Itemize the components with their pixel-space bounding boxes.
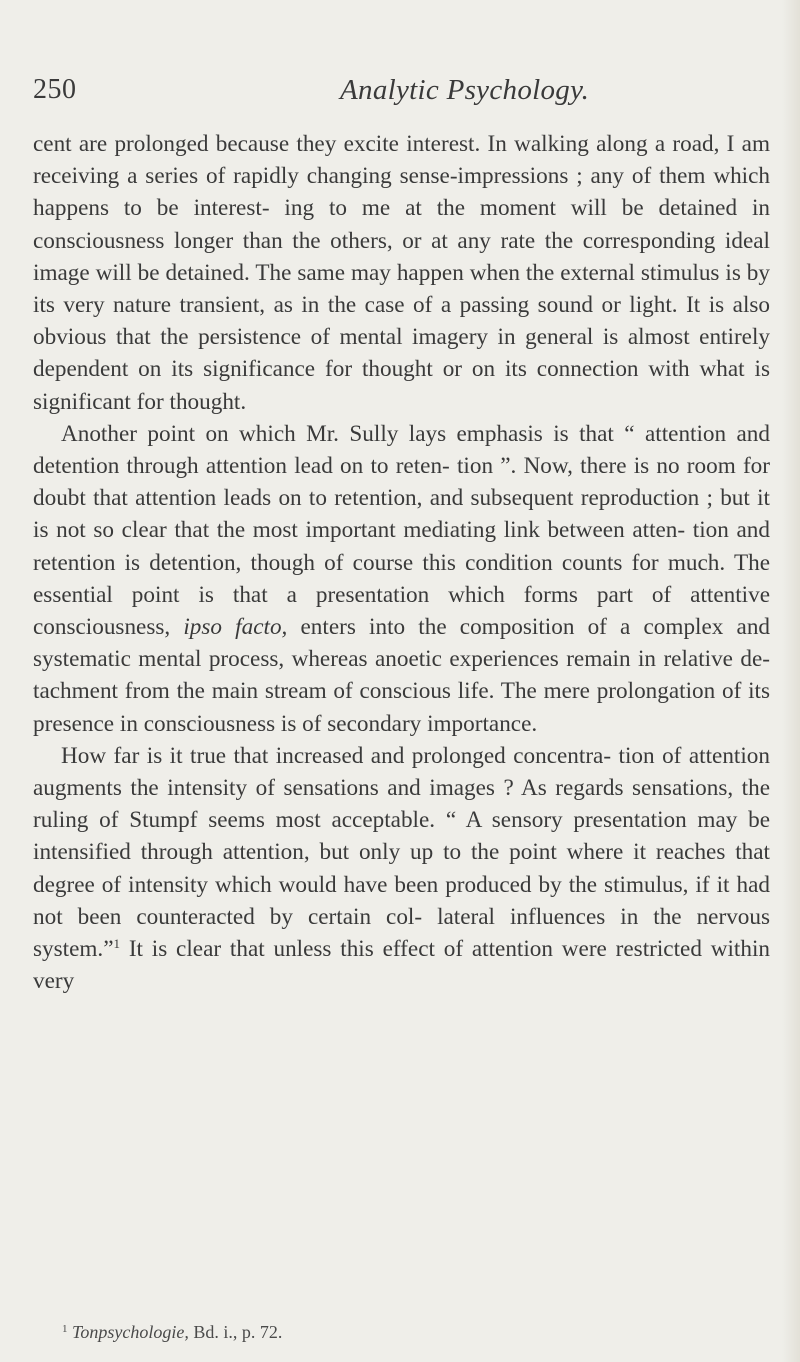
paragraph-2 xyxy=(33,418,770,740)
footnote-rest: Bd. i., p. 72. xyxy=(193,1322,283,1342)
body-text xyxy=(33,128,770,997)
paragraph-3 xyxy=(33,740,770,998)
paragraph-1 xyxy=(33,128,770,418)
footnote xyxy=(62,1322,282,1343)
paragraph-3-text-a: How far is it true that increased and prolonged concentra- tion of attention augments the intensity of sensations and images ? As regards sensations, the ruling of Stumpf seems most acceptable. “ A sensory presentation may be intensified through attention, but only up to the point where it reaches that degree of intensity which would have been produced by the stimulus, if it had not been counteracted by certain col- lateral influences in the nervous system.” xyxy=(33,742,770,963)
footnote-marker: 1 xyxy=(62,1323,68,1335)
paragraph-2-italic: ipso facto, xyxy=(183,614,288,641)
page-number: 250 xyxy=(33,74,77,105)
footnote-reference: 1 xyxy=(113,936,120,952)
paragraph-1-text: cent are prolonged because they excite interest. In walking along a road, I am receiving a series of rapidly changing sense-impressions ; any of them which happens to be interest- ing to me at the moment will be detained in consciousness longer than the others, or at any rate the corresponding ideal image will be detained. The same may happen when the external stimulus is by its very nature transient, as in the case of a passing sound or light. It is also obvious that the persistence of mental imagery in general is almost entirely dependent on its significance for thought or on its connection with what is significant for thought. xyxy=(33,131,770,415)
footnote-title: Tonpsychologie, xyxy=(72,1322,189,1342)
paragraph-2-text-a: Another point on which Mr. Sully lays emphasis is that “ attention and detention through attention lead on to reten- tion ”. Now, there is no room for doubt that attention leads on to retention, and subsequent reproduction ; but it is not so clear that the most important mediating link between atten- tion and retention is detention, though of course this condition counts for much. The essential point is that a presentation which forms part of attentive consciousness, xyxy=(33,420,770,641)
page-edge-shadow xyxy=(782,0,800,1362)
paragraph-2-text-b: enters into the composition of a complex and systematic mental process, whereas anoetic experiences remain in relative de- tachment from the main stream of conscious life. The mere prolongation of its presence in consciousness is of secondary importance. xyxy=(33,614,771,737)
running-head: Analytic Psychology. xyxy=(340,74,590,106)
page-header xyxy=(30,74,770,118)
paragraph-3-text-b: It is clear that unless this effect of attention were restricted within very xyxy=(33,936,770,995)
